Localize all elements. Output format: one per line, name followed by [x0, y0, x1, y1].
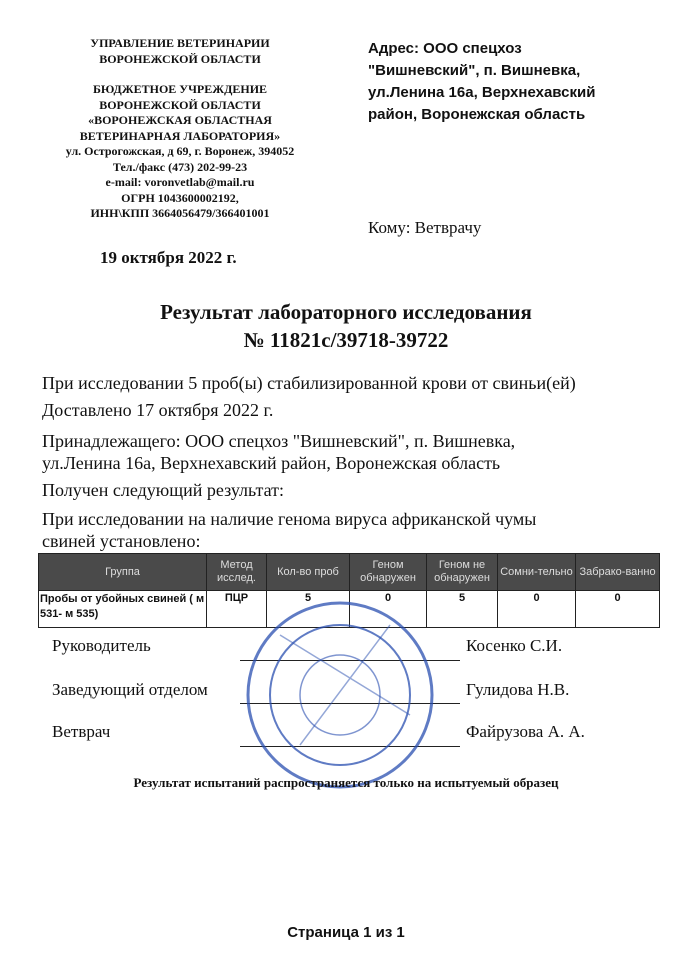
col-header: Сомни-тельно [498, 554, 576, 591]
cell: Пробы от убойных свиней ( м 531- м 535) [39, 591, 207, 628]
document-title: Результат лабораторного исследования № 11821с/39718-39722 [160, 300, 532, 352]
col-header: Геном обнаружен [350, 554, 427, 591]
signature-name: Гулидова Н.В. [466, 680, 570, 699]
col-header: Кол-во проб [267, 554, 350, 591]
signature-role: Ветврач [52, 722, 111, 741]
body-line: Принадлежащего: ООО спецхоз "Вишневский", п. Вишневка, [42, 431, 516, 451]
body-line: Получен следующий результат: [42, 480, 285, 500]
official-stamp [240, 595, 440, 795]
body-line: При исследовании 5 проб(ы) стабилизированной крови от свиньи(ей) [42, 373, 576, 393]
page-number: Страница 1 из 1 [287, 924, 405, 941]
col-header: Группа [39, 554, 207, 591]
cell: 0 [350, 591, 427, 628]
signature-name: Косенко С.И. [466, 636, 563, 655]
col-header: Забрако-ванно [576, 554, 660, 591]
table-header-row [39, 554, 660, 591]
cell: 0 [576, 591, 660, 628]
recipient-address: Адрес: ООО спецхоз "Вишневский", п. Вишневка, ул.Ленина 16а, Верхнехавский район, Воронежская область [368, 40, 596, 123]
spacer [50, 67, 310, 82]
cell: 0 [498, 591, 576, 628]
body-line: свиней установлено: [42, 531, 201, 551]
cell: 5 [267, 591, 350, 628]
signature-name: Файрузова А. А. [466, 722, 585, 741]
signature-role: Заведующий отделом [52, 680, 208, 699]
recipient: Кому: Ветврачу [368, 218, 482, 237]
body-line: При исследовании на наличие генома вируса африканской чумы [42, 509, 537, 529]
body-line: Доставлено 17 октября 2022 г. [42, 400, 274, 420]
organization-header: УПРАВЛЕНИЕ ВЕТЕРИНАРИИ ВОРОНЕЖСКОЙ ОБЛАСТИ БЮДЖЕТНОЕ УЧРЕЖДЕНИЕ ВОРОНЕЖСКОЙ ОБЛАСТИ «ВОРОНЕЖСКАЯ ОБЛАСТНАЯ ВЕТЕРИНАРНАЯ ЛАБОРАТОРИЯ» ул. Острогожская, д 69, г. Воронеж, 394052 Тел./факс (473) 202-99-23 e-mail: voronvetlab@mail.ru ОГРН 1043600002192, ИНН\КПП 3664056479/366401001 [50, 36, 310, 222]
col-header: Геном не обнаружен [427, 554, 498, 591]
footnote: Результат испытаний распространяется только на испытуемый образец [133, 775, 559, 790]
body-line: ул.Ленина 16а, Верхнехавский район, Воронежская область [42, 453, 501, 473]
cell: 5 [427, 591, 498, 628]
cell: ПЦР [207, 591, 267, 628]
document-date: 19 октября 2022 г. [100, 248, 237, 267]
signature-role: Руководитель [52, 636, 151, 655]
col-header: Метод исслед. [207, 554, 267, 591]
